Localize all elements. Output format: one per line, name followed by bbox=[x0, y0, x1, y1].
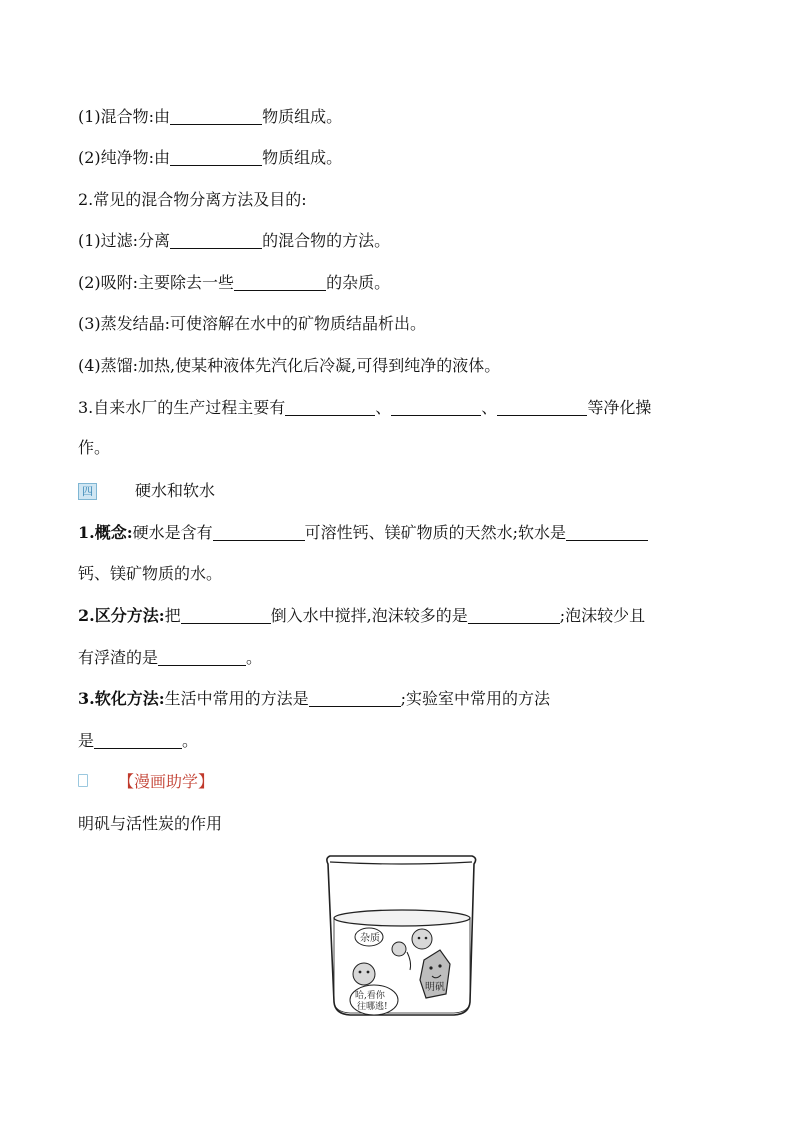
answer-blank[interactable] bbox=[309, 690, 401, 707]
text: 、 bbox=[481, 398, 498, 417]
section-header-hard-water bbox=[78, 481, 215, 501]
text: 硬水是含有 bbox=[132, 523, 213, 542]
text: ;泡沫较少且 bbox=[559, 606, 646, 625]
answer-blank[interactable] bbox=[170, 149, 262, 166]
text: (1)过滤:分离 bbox=[78, 231, 171, 250]
answer-blank[interactable] bbox=[497, 399, 587, 416]
answer-blank[interactable] bbox=[391, 399, 481, 416]
text: 生活中常用的方法是 bbox=[164, 689, 309, 708]
comic-caption: 明矾与活性炭的作用 bbox=[78, 814, 223, 833]
line-soften bbox=[78, 689, 550, 709]
text: 有浮渣的是 bbox=[78, 648, 159, 667]
heading-separation: 2.常见的混合物分离方法及目的: bbox=[78, 190, 307, 209]
line-distillation: (4)蒸馏:加热,使某种液体先汽化后冷凝,可得到纯净的液体。 bbox=[78, 356, 501, 375]
text: 物质组成。 bbox=[262, 148, 343, 167]
text: 等净化操 bbox=[587, 398, 652, 417]
answer-blank[interactable] bbox=[170, 108, 262, 125]
text: 。 bbox=[246, 648, 263, 667]
text: 、 bbox=[375, 398, 392, 417]
answer-blank[interactable] bbox=[158, 649, 246, 666]
alum-label: 明矾 bbox=[425, 982, 445, 993]
line-concept-cont: 钙、镁矿物质的水。 bbox=[78, 564, 223, 583]
answer-blank[interactable] bbox=[285, 399, 375, 416]
line-evaporation: (3)蒸发结晶:可使溶解在水中的矿物质结晶析出。 bbox=[78, 314, 427, 333]
text: (1)混合物:由 bbox=[78, 107, 171, 126]
line-waterworks bbox=[78, 398, 651, 418]
label: 2.区分方法: bbox=[78, 606, 165, 625]
text: 可溶性钙、镁矿物质的天然水;软水是 bbox=[304, 523, 567, 542]
text: 物质组成。 bbox=[262, 107, 343, 126]
answer-blank[interactable] bbox=[234, 274, 326, 291]
line-adsorption bbox=[78, 273, 390, 293]
text: (2)纯净物:由 bbox=[78, 148, 171, 167]
comic-header bbox=[78, 772, 214, 792]
line-filtration bbox=[78, 231, 390, 251]
text: ;实验室中常用的方法 bbox=[400, 689, 551, 708]
comic-title: 【漫画助学】 bbox=[118, 772, 215, 791]
text: 把 bbox=[164, 606, 181, 625]
answer-blank[interactable] bbox=[213, 524, 305, 541]
text: 倒入水中搅拌,泡沫较多的是 bbox=[270, 606, 468, 625]
line-distinguish-cont bbox=[78, 648, 262, 668]
beaker-illustration bbox=[322, 852, 482, 1020]
answer-blank[interactable] bbox=[94, 732, 182, 749]
bookmark-icon bbox=[78, 774, 88, 787]
answer-blank[interactable] bbox=[170, 232, 262, 249]
text: 的混合物的方法。 bbox=[262, 231, 391, 250]
line-distinguish bbox=[78, 606, 645, 626]
label: 1.概念: bbox=[78, 523, 133, 542]
speech-line-2: 往哪逃! bbox=[357, 1002, 388, 1012]
answer-blank[interactable] bbox=[468, 607, 560, 624]
text: 。 bbox=[182, 731, 199, 750]
line-pure bbox=[78, 148, 342, 168]
text: 的杂质。 bbox=[326, 273, 391, 292]
answer-blank[interactable] bbox=[566, 524, 648, 541]
section-badge: 四 bbox=[78, 483, 97, 500]
text: 3.自来水厂的生产过程主要有 bbox=[78, 398, 286, 417]
line-waterworks-cont: 作。 bbox=[78, 438, 111, 457]
speech-line-1: 哈,看你 bbox=[355, 991, 385, 1001]
line-concept bbox=[78, 523, 648, 543]
impurity-label: 杂质 bbox=[360, 933, 380, 944]
line-soften-cont bbox=[78, 731, 198, 751]
label: 3.软化方法: bbox=[78, 689, 165, 708]
line-mixture bbox=[78, 107, 342, 127]
text: (2)吸附:主要除去一些 bbox=[78, 273, 235, 292]
text: 是 bbox=[78, 731, 95, 750]
answer-blank[interactable] bbox=[181, 607, 271, 624]
section-title: 硬水和软水 bbox=[135, 481, 216, 500]
